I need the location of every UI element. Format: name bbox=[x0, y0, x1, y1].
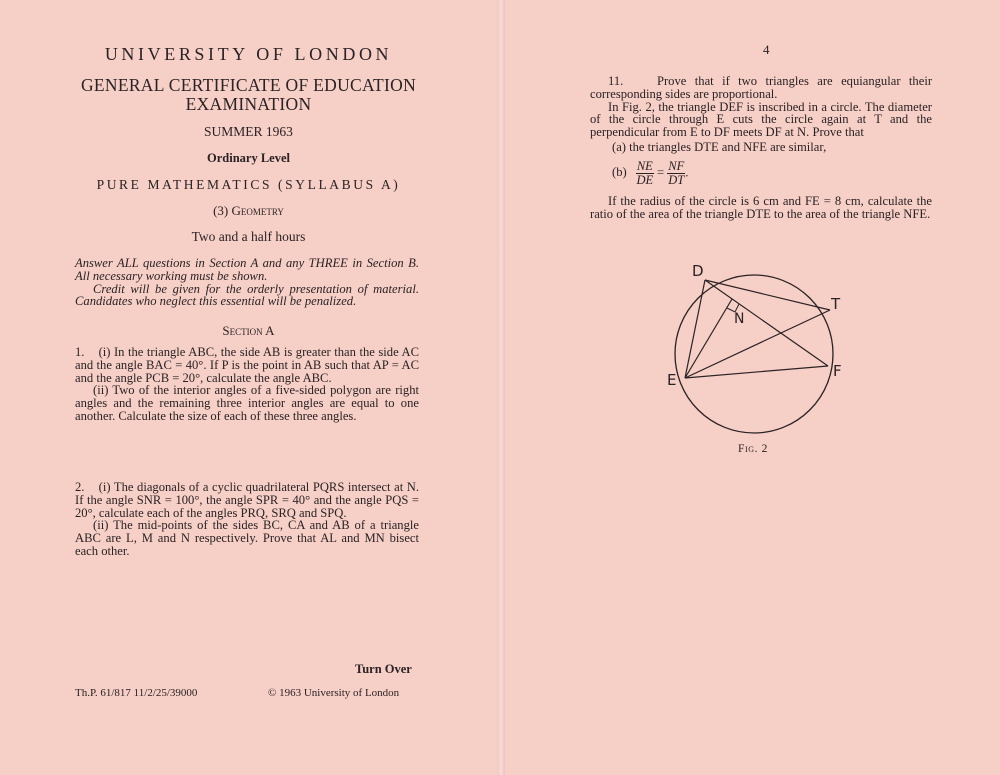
question-1-part-ii: (ii) Two of the interior angles of a five-sided polygon are right angles and the remaining three interior angles are equal to one another. Calculate the size of each of these three angles. bbox=[75, 383, 419, 423]
question-1 bbox=[75, 346, 419, 423]
label-f: F bbox=[833, 362, 842, 380]
label-e: E bbox=[667, 371, 677, 389]
fraction-nf-dt bbox=[667, 160, 685, 187]
label-t: T bbox=[831, 295, 841, 313]
question-1-part-i-text: (i) In the triangle ABC, the side AB is greater than the side AC and the angle BAC = 40°. If P is the point in AB such that AP = AC and the angle PCB = 20°, calculate the angle ABC. bbox=[75, 345, 420, 385]
line-en bbox=[685, 299, 732, 378]
question-2-number: 2. bbox=[75, 480, 85, 494]
figure-2-diagram bbox=[665, 262, 845, 442]
exam-subject: PURE MATHEMATICS (SYLLABUS A) bbox=[96, 177, 401, 192]
question-11-statement bbox=[590, 75, 932, 101]
question-11-calculation: If the radius of the circle is 6 cm and FE = 8 cm, calculate the ratio of the area of the triangle DTE to the area of the triangle NFE. bbox=[590, 193, 932, 221]
instructions bbox=[75, 257, 419, 308]
page-number: 4 bbox=[763, 42, 770, 57]
part-b-label: (b) bbox=[612, 165, 627, 180]
question-11-part-b bbox=[612, 160, 932, 187]
paper-reference: Th.P. 61/817 11/2/25/39000 bbox=[75, 687, 198, 699]
label-n: N bbox=[734, 311, 745, 327]
fraction-nf-dt-denominator: DT bbox=[668, 172, 685, 187]
exam-title-line2: EXAMINATION bbox=[185, 94, 312, 114]
question-1-part-i bbox=[75, 346, 419, 384]
line-de bbox=[685, 280, 705, 378]
line-dt bbox=[705, 280, 830, 310]
instruction-1: Answer ALL questions in Section A and any THREE in Section B. All necessary working must be shown. bbox=[75, 256, 419, 283]
question-2-part-i bbox=[75, 481, 419, 519]
question-11 bbox=[590, 75, 932, 220]
fraction-ne-de-denominator: DE bbox=[636, 172, 654, 187]
question-11-setup: In Fig. 2, the triangle DEF is inscribed in a circle. The diameter of the circle through E cuts the circle again at T and the perpendicular from E to DF meets DF at N. Prove that bbox=[590, 99, 932, 140]
section-heading: Section A bbox=[222, 323, 275, 338]
line-df bbox=[705, 280, 828, 366]
label-d: D bbox=[692, 262, 704, 280]
part-b-period: . bbox=[685, 165, 689, 180]
university-title: UNIVERSITY OF LONDON bbox=[104, 44, 393, 64]
exam-title bbox=[0, 76, 497, 114]
fraction-ne-de-numerator: NE bbox=[636, 158, 653, 173]
question-1-number: 1. bbox=[75, 345, 85, 359]
question-2-part-i-text: (i) The diagonals of a cyclic quadrilateral PQRS intersect at N. If the angle SNR = 100°, the angle SPR = 40° and the angle PQS = 20°, calculate each of the angles PRQ, SRQ and SPQ. bbox=[75, 480, 419, 520]
paper-title: (3) Geometry bbox=[213, 203, 284, 218]
fraction-ne-de bbox=[636, 160, 654, 187]
page-fold bbox=[497, 0, 505, 775]
instruction-2: Credit will be given for the orderly presentation of material. Candidates who neglect this essential will be penalized. bbox=[75, 281, 419, 309]
copyright-notice: © 1963 University of London bbox=[268, 687, 400, 699]
question-2-part-ii: (ii) The mid-points of the sides BC, CA and AB of a triangle ABC are L, M and N respectively. Prove that AL and MN bisect each other. bbox=[75, 518, 419, 558]
equals-sign: = bbox=[656, 165, 665, 180]
fraction-nf-dt-numerator: NF bbox=[668, 158, 685, 173]
question-11-part-a: (a) the triangles DTE and NFE are similar, bbox=[612, 139, 827, 154]
exam-title-line1: GENERAL CERTIFICATE OF EDUCATION bbox=[80, 75, 417, 95]
exam-level: Ordinary Level bbox=[207, 151, 290, 165]
question-11-number: 11. bbox=[608, 74, 624, 88]
exam-session: SUMMER 1963 bbox=[204, 124, 293, 139]
exam-duration: Two and a half hours bbox=[191, 229, 306, 244]
turn-over-label: Turn Over bbox=[355, 662, 412, 676]
figure-caption: Fig. 2 bbox=[738, 443, 768, 455]
question-2 bbox=[75, 481, 419, 558]
question-11-statement-text: Prove that if two triangles are equiangular their corresponding sides are proportional. bbox=[590, 74, 933, 101]
left-page bbox=[0, 0, 497, 775]
